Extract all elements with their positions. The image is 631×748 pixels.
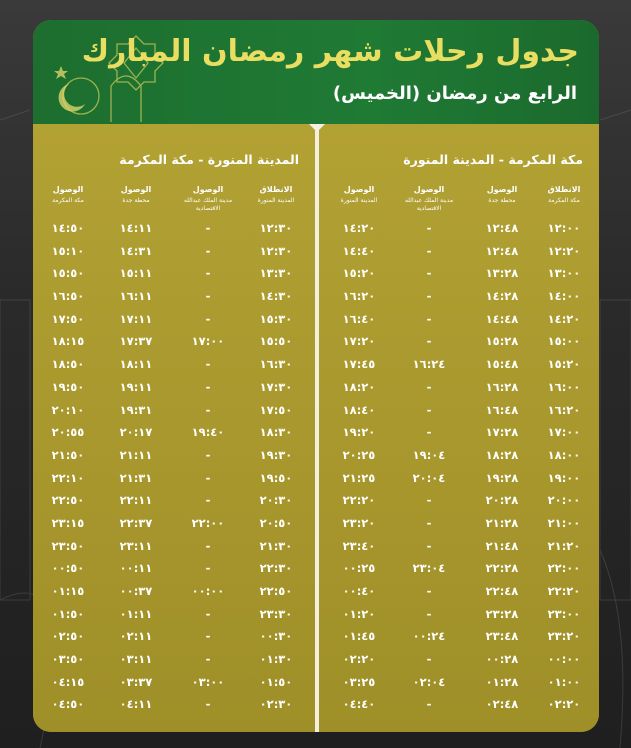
table-row [33, 219, 315, 242]
table-cell: ١٩:٠٤ [412, 447, 446, 462]
table-cell: - [426, 697, 432, 712]
table-cell: - [426, 379, 432, 394]
table-cell: ١٩:٥٠ [51, 379, 85, 394]
table-cell: ١٩:٠٠ [547, 470, 581, 485]
table-cell: ٢٢:٥٠ [51, 493, 85, 508]
panel-divider [315, 124, 319, 732]
table-cell: ٠٣:١١ [119, 652, 153, 667]
table-row [33, 514, 315, 537]
table-cell: ٢٣:٠٤ [412, 561, 446, 576]
page-title: جدول رحلات شهر رمضان المبارك [81, 34, 579, 69]
table-cell: ٠١:٥٠ [51, 606, 85, 621]
table-cell: - [426, 652, 432, 667]
table-cell: ١٧:٢٠ [342, 334, 376, 349]
table-row [321, 559, 599, 582]
table-cell: ٢١:٠٠ [547, 515, 581, 530]
table-cell: ٠١:١١ [119, 606, 153, 621]
column-header-kaec: الوصول مدينة الملك عبدالله الاقتصادية [183, 185, 233, 212]
table-cell: ٠٠:٢٥ [342, 561, 376, 576]
table-cell: ٠٠:١١ [119, 561, 153, 576]
table-cell: - [426, 402, 432, 417]
table-cell: - [426, 584, 432, 598]
column-header-departure: الانطلاق المدينة المنورة [257, 185, 295, 204]
table-cell: ١٥:١١ [119, 266, 153, 281]
table-row [33, 673, 315, 696]
table-cell: ١٤:٥٠ [51, 221, 85, 235]
table-cell: ١٨:٠٠ [547, 447, 581, 462]
table-cell: ٢٠:٢٨ [485, 493, 519, 508]
table-cell: ٢٢:٣٠ [259, 561, 293, 576]
table-cell: ٠١:١٥ [51, 584, 85, 598]
table-row [321, 605, 599, 628]
table-row [33, 287, 315, 310]
table-cell: ٢١:٢٨ [485, 515, 519, 530]
table-cell: ١٤:٢٠ [547, 311, 581, 326]
table-cell: ٠٢:٠٤ [412, 674, 446, 689]
table-cell: ٠٠:٤٠ [342, 584, 376, 598]
table-row [33, 559, 315, 582]
table-cell: ٢٢:٤٨ [485, 584, 519, 598]
table-cell: ١٥:١٠ [51, 243, 85, 258]
table-cell: - [426, 311, 432, 326]
table-row [321, 401, 599, 424]
table-row [33, 332, 315, 355]
table-cell: ٢٠:٣٠ [259, 493, 293, 508]
table-cell: - [426, 334, 432, 349]
table-cell: ١٢:٣٠ [259, 221, 293, 235]
table-cell: - [205, 538, 211, 553]
table-row [33, 401, 315, 424]
table-cell: ١٥:٠٠ [547, 334, 581, 349]
table-cell: ١٨:١١ [119, 357, 153, 372]
table-cell: ١٣:٣٠ [259, 266, 293, 281]
table-cell: ٠٠:٠٠ [547, 652, 581, 667]
table-cell: ٢١:٣١ [119, 470, 153, 485]
table-cell: ٠١:٤٥ [342, 629, 376, 644]
table-row [321, 423, 599, 446]
table-cell: ٢٣:٣٠ [259, 606, 293, 621]
table-cell: ٠١:٣٠ [259, 652, 293, 667]
table-cell: ٢٢:٥٠ [259, 584, 293, 598]
table-cell: ١٧:٥٠ [51, 311, 85, 326]
table-cell: ٢٠:٠٤ [412, 470, 446, 485]
table-cell: ٠٠:٥٠ [51, 561, 85, 576]
table-row [321, 514, 599, 537]
table-row [33, 469, 315, 492]
column-header-kaec: الوصول مدينة الملك عبدالله الاقتصادية [404, 185, 454, 212]
schedule-rows [33, 219, 315, 718]
table-cell: ٠١:٠٠ [547, 674, 581, 689]
column-header-arrival: الوصول المدينة المنورة [340, 185, 378, 204]
table-row [321, 446, 599, 469]
table-cell: ١٢:٤٨ [485, 221, 519, 235]
table-cell: ١٦:٢٨ [485, 379, 519, 394]
table-cell: ٢٣:٢٨ [485, 606, 519, 621]
table-cell: - [205, 357, 211, 372]
table-cell: ١٢:٤٨ [485, 243, 519, 258]
table-cell: ١٢:٢٠ [547, 243, 581, 258]
table-cell: ١٣:٢٨ [485, 266, 519, 281]
table-cell: - [205, 402, 211, 417]
column-header-arrival: الوصول مكة المكرمة [52, 185, 84, 204]
table-cell: - [426, 266, 432, 281]
table-row [33, 264, 315, 287]
table-cell: ١٧:٣٠ [259, 379, 293, 394]
table-cell: ٢١:٢٠ [547, 538, 581, 553]
table-row [321, 264, 599, 287]
table-cell: ٠٠:٣٧ [119, 584, 153, 598]
table-cell: ١٩:٥٠ [259, 470, 293, 485]
table-cell: - [426, 425, 432, 440]
table-cell: ٠٢:٣٠ [259, 697, 293, 712]
table-row [321, 355, 599, 378]
table-cell: ٢٢:٢٠ [342, 493, 376, 508]
table-cell: - [205, 221, 211, 235]
table-row [321, 627, 599, 650]
table-row [33, 310, 315, 333]
table-cell: - [205, 493, 211, 508]
table-cell: ١٤:٠٠ [547, 289, 581, 304]
table-cell: ١٨:٣٠ [259, 425, 293, 440]
table-cell: ١٩:٤٠ [191, 425, 225, 440]
table-cell: ٢٠:٥٠ [259, 515, 293, 530]
table-cell: ٢٠:٠٠ [547, 493, 581, 508]
table-cell: - [426, 243, 432, 258]
table-cell: ١٨:٢٠ [342, 379, 376, 394]
table-cell: ١٨:٥٠ [51, 357, 85, 372]
table-cell: ١٩:٢٨ [485, 470, 519, 485]
table-row [33, 627, 315, 650]
table-row [33, 650, 315, 673]
table-row [33, 582, 315, 605]
table-cell: ٢٣:٤٨ [485, 629, 519, 644]
table-cell: ٢١:٤٨ [485, 538, 519, 553]
table-cell: ٠٢:٢٠ [547, 697, 581, 712]
column-header-jeddah: الوصول محطة جدة [486, 185, 518, 204]
table-cell: ١٤:٢٠ [342, 221, 376, 235]
table-row [321, 219, 599, 242]
table-cell: ١٩:٣١ [119, 402, 153, 417]
table-cell: ٢٣:١٥ [51, 515, 85, 530]
table-cell: ٠٠:٢٨ [485, 652, 519, 667]
table-cell: ١٥:٢٠ [547, 357, 581, 372]
table-row [321, 469, 599, 492]
table-cell: ٠١:٢٨ [485, 674, 519, 689]
column-header-departure: الانطلاق مكة المكرمة [547, 185, 581, 204]
table-cell: ١٦:٤٠ [342, 311, 376, 326]
table-cell: ١٧:٠٠ [547, 425, 581, 440]
schedule-card [33, 20, 599, 732]
page-subtitle: الرابع من رمضان (الخميس) [332, 83, 577, 104]
table-cell: ٠٠:٣٠ [259, 629, 293, 644]
table-cell: ١٦:١١ [119, 289, 153, 304]
table-cell: - [426, 289, 432, 304]
table-cell: ١٧:٣٧ [119, 334, 153, 349]
table-cell: ٢٣:١١ [119, 538, 153, 553]
table-cell: ١٦:٠٠ [547, 379, 581, 394]
table-row [33, 605, 315, 628]
table-cell: ٠٣:٣٧ [119, 674, 153, 689]
table-cell: - [205, 629, 211, 644]
table-cell: ١٧:١١ [119, 311, 153, 326]
table-row [33, 242, 315, 265]
table-cell: ٢٠:١٠ [51, 402, 85, 417]
table-cell: - [205, 379, 211, 394]
table-cell: ٠٢:٥٠ [51, 629, 85, 644]
table-cell: - [205, 266, 211, 281]
table-cell: ٠٤:١٥ [51, 674, 85, 689]
table-row [321, 378, 599, 401]
table-cell: ١٥:٣٠ [259, 311, 293, 326]
table-row [33, 446, 315, 469]
table-cell: ١٤:٣٠ [259, 289, 293, 304]
table-row [321, 287, 599, 310]
table-cell: ٢٢:٢٨ [485, 561, 519, 576]
table-cell: ٢٢:٢٠ [547, 584, 581, 598]
table-cell: ٠١:٢٠ [342, 606, 376, 621]
table-cell: ١٩:٣٠ [259, 447, 293, 462]
table-cell: - [205, 447, 211, 462]
table-cell: ٢١:٥٠ [51, 447, 85, 462]
table-row [321, 310, 599, 333]
table-cell: ١٢:٣٠ [259, 243, 293, 258]
table-cell: ٢٣:٥٠ [51, 538, 85, 553]
table-cell: ١٤:٤٠ [342, 243, 376, 258]
table-cell: ١٦:٣٠ [259, 357, 293, 372]
table-cell: ١٧:٠٠ [191, 334, 225, 349]
table-cell: - [426, 515, 432, 530]
table-cell: ١٧:٤٥ [342, 357, 376, 372]
table-cell: ٢١:٣٠ [259, 538, 293, 553]
table-cell: - [205, 652, 211, 667]
table-cell: - [426, 493, 432, 508]
schedule-body [33, 124, 599, 732]
table-cell: - [205, 243, 211, 258]
table-cell: ١٦:٢٠ [547, 402, 581, 417]
schedule-rows [321, 219, 599, 718]
table-row [321, 537, 599, 560]
table-cell: ٢٠:١٧ [119, 425, 153, 440]
table-cell: ١٢:٠٠ [547, 221, 581, 235]
table-cell: ٠٣:٢٥ [342, 674, 376, 689]
table-row [321, 673, 599, 696]
column-header-jeddah: الوصول محطة جدة [120, 185, 152, 204]
panel-madinah-makkah [33, 124, 315, 724]
table-row [321, 650, 599, 673]
table-cell: ٠٤:٤٠ [342, 697, 376, 712]
table-cell: - [426, 538, 432, 553]
table-cell: - [426, 606, 432, 621]
table-cell: ٢٢:٠٠ [191, 515, 225, 530]
table-cell: ١٩:١١ [119, 379, 153, 394]
header-banner [33, 20, 599, 124]
table-cell: ١٨:٤٠ [342, 402, 376, 417]
table-cell: - [205, 289, 211, 304]
table-cell: ٠٣:٠٠ [191, 674, 225, 689]
table-cell: ٠١:٥٠ [259, 674, 293, 689]
table-cell: ٠٢:١١ [119, 629, 153, 644]
table-cell: ٢٣:٤٠ [342, 538, 376, 553]
table-cell: ١٦:٤٨ [485, 402, 519, 417]
table-cell: ١٥:٤٨ [485, 357, 519, 372]
panel-makkah-madinah [321, 124, 599, 724]
table-cell: ٢٢:٠٠ [547, 561, 581, 576]
table-cell: ٠٣:٥٠ [51, 652, 85, 667]
table-cell: ٢٢:١٠ [51, 470, 85, 485]
route-title: المدينة المنورة - مكة المكرمة [119, 152, 299, 167]
table-row [321, 332, 599, 355]
table-cell: ٠٢:٤٨ [485, 697, 519, 712]
table-cell: ١٧:٥٠ [259, 402, 293, 417]
table-cell: ١٥:٢٨ [485, 334, 519, 349]
table-cell: ٢٠:٢٥ [342, 447, 376, 462]
table-cell: ١٣:٠٠ [547, 266, 581, 281]
table-row [321, 491, 599, 514]
table-cell: - [205, 470, 211, 485]
table-cell: ٢٣:٠٠ [547, 606, 581, 621]
table-cell: ٢٢:٣٧ [119, 515, 153, 530]
table-cell: - [205, 697, 211, 712]
table-cell: ٢١:٢٥ [342, 470, 376, 485]
table-row [33, 695, 315, 718]
table-cell: ٠٤:١١ [119, 697, 153, 712]
table-cell: - [205, 561, 211, 576]
table-cell: ٢١:١١ [119, 447, 153, 462]
table-row [33, 491, 315, 514]
table-row [321, 695, 599, 718]
table-cell: ٢٢:١١ [119, 493, 153, 508]
table-row [321, 582, 599, 605]
table-cell: ١٨:١٥ [51, 334, 85, 349]
table-cell: ٠٠:٢٤ [412, 629, 446, 644]
table-cell: ١٥:٥٠ [51, 266, 85, 281]
table-cell: ٢٠:٥٥ [51, 425, 85, 440]
table-cell: - [426, 221, 432, 235]
table-cell: ٠٢:٢٠ [342, 652, 376, 667]
table-cell: ١٧:٢٨ [485, 425, 519, 440]
table-row [33, 355, 315, 378]
table-row [33, 378, 315, 401]
table-cell: - [205, 311, 211, 326]
route-title: مكة المكرمة - المدينة المنورة [403, 152, 583, 167]
table-row [33, 423, 315, 446]
table-row [33, 537, 315, 560]
table-cell: ١٩:٢٠ [342, 425, 376, 440]
table-cell: ٠٠:٠٠ [191, 584, 225, 598]
table-row [321, 242, 599, 265]
table-cell: ١٦:٢٤ [412, 357, 446, 372]
table-cell: ٢٣:٢٠ [342, 515, 376, 530]
table-cell: ٠٤:٥٠ [51, 697, 85, 712]
table-cell: ١٦:٥٠ [51, 289, 85, 304]
table-cell: ١٨:٢٨ [485, 447, 519, 462]
table-cell: ١٥:٥٠ [259, 334, 293, 349]
table-cell: ١٥:٢٠ [342, 266, 376, 281]
table-cell: ١٦:٢٠ [342, 289, 376, 304]
table-cell: ١٤:٢٨ [485, 289, 519, 304]
table-cell: ٢٣:٢٠ [547, 629, 581, 644]
table-cell: ١٤:١١ [119, 221, 153, 235]
table-cell: ١٤:٤٨ [485, 311, 519, 326]
table-cell: - [205, 606, 211, 621]
table-cell: ١٤:٣١ [119, 243, 153, 258]
